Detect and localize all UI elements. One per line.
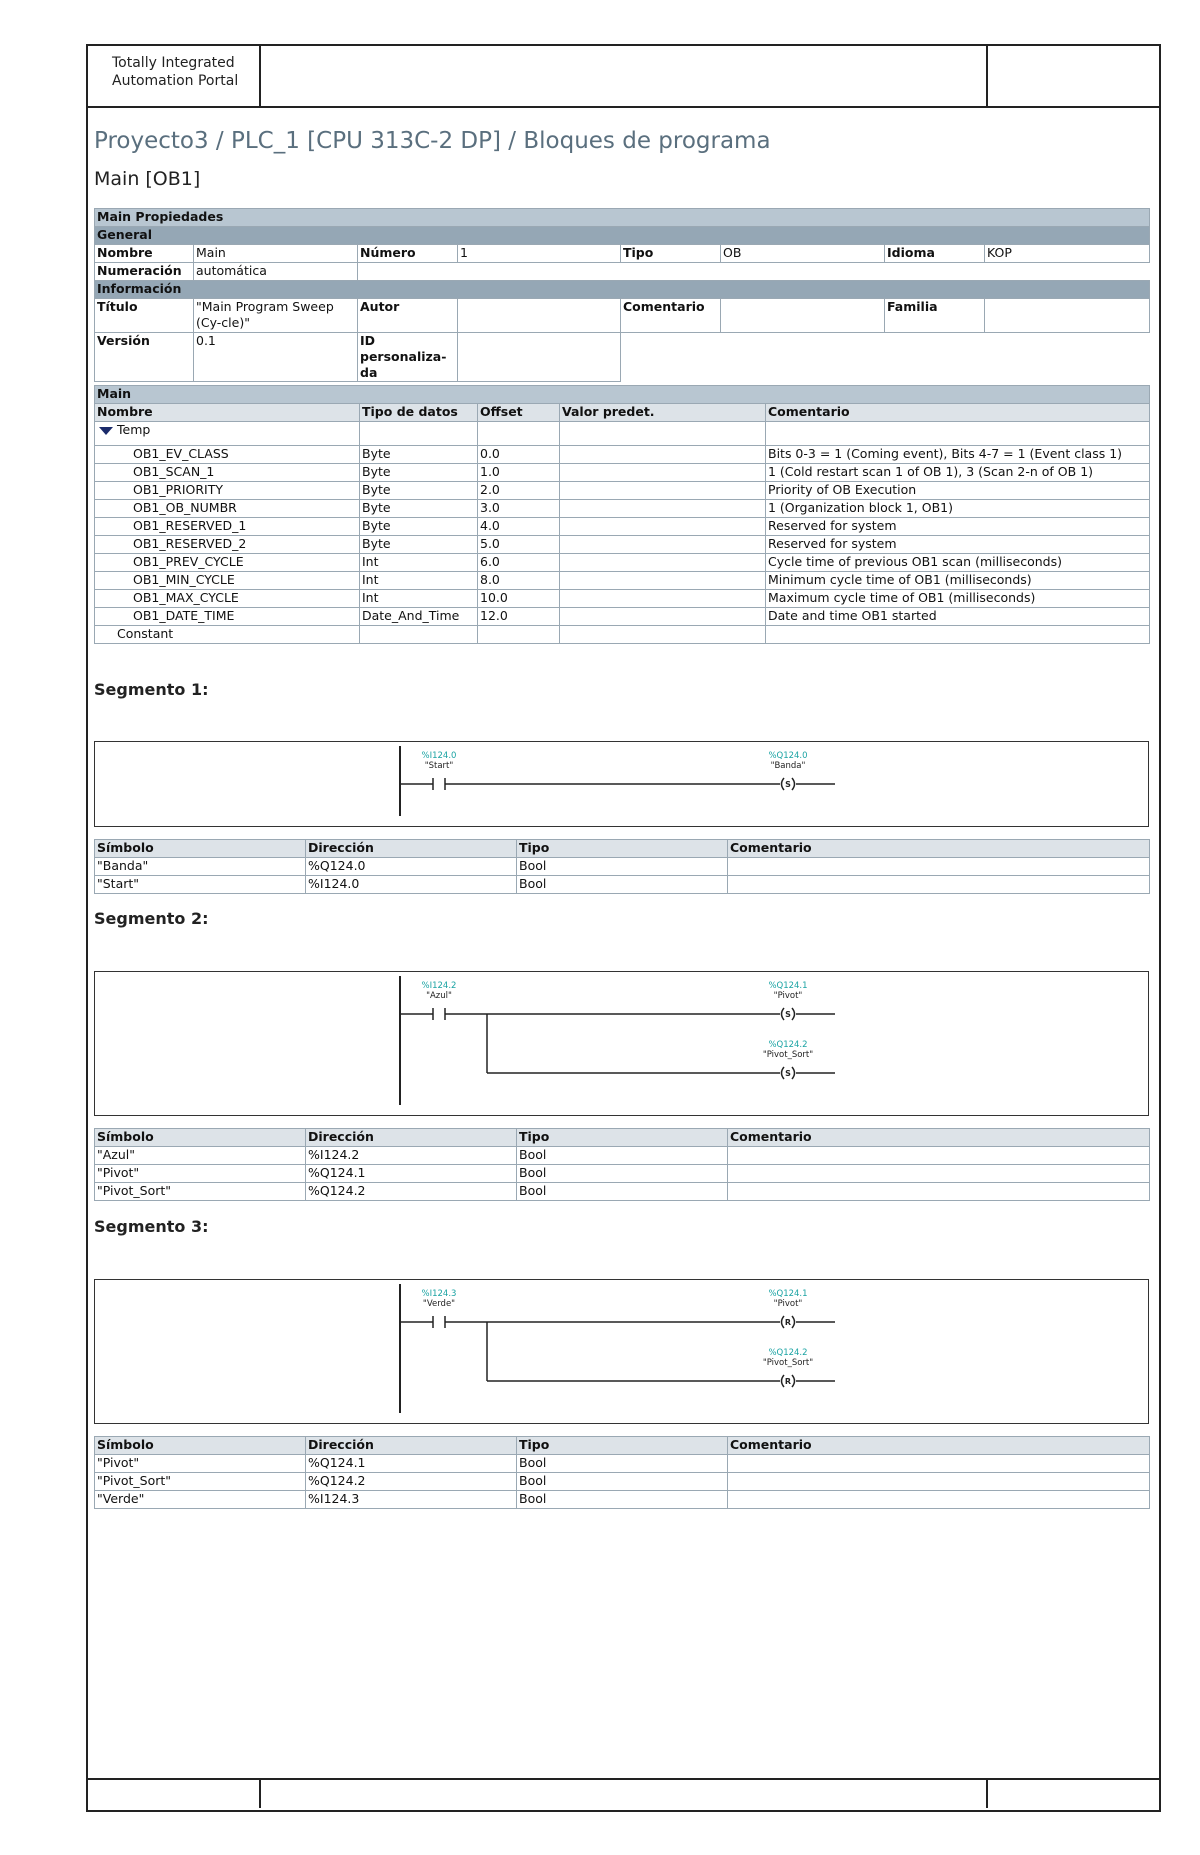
var-comment: Date and time OB1 started	[766, 608, 1150, 626]
interface-row	[95, 518, 1150, 536]
properties-row	[95, 333, 1150, 382]
contact-symbol: "Verde"	[422, 1299, 456, 1309]
coil-operation: S	[785, 1010, 791, 1019]
prop-value: "Main Program Sweep (Cy-cle)"	[194, 299, 358, 333]
symbol-row	[95, 876, 1150, 894]
prop-value	[458, 299, 621, 333]
var-default	[560, 572, 766, 590]
symbol-address: %I124.3	[306, 1491, 517, 1509]
var-comment: 1 (Cold restart scan 1 of OB 1), 3 (Scan 2-n of OB 1)	[766, 464, 1150, 482]
coil-address: %Q124.0	[768, 751, 808, 761]
var-type: Date_And_Time	[360, 608, 478, 626]
properties-header: Main Propiedades	[95, 209, 1150, 227]
coil-operation: R	[784, 1318, 792, 1327]
var-name: OB1_OB_NUMBR	[95, 500, 360, 518]
general-label: General	[95, 227, 1150, 245]
coil-symbol: "Pivot_Sort"	[762, 1050, 814, 1060]
contact-address: %I124.2	[421, 981, 457, 991]
temp-section[interactable]	[95, 422, 360, 446]
symbol-symbol: "Start"	[95, 876, 306, 894]
interface-row	[95, 554, 1150, 572]
interface-row	[95, 482, 1150, 500]
symbol-type: Bool	[517, 1147, 728, 1165]
coil-icon	[782, 1008, 785, 1020]
column-header: Valor predet.	[560, 404, 766, 422]
coil-address: %Q124.1	[768, 981, 808, 991]
prop-label: Versión	[95, 333, 194, 382]
symbol-symbol: "Verde"	[95, 1491, 306, 1509]
column-header: Tipo	[517, 840, 728, 858]
symbol-row	[95, 1165, 1150, 1183]
coil-icon	[792, 1316, 795, 1328]
prop-label: Numeración	[95, 263, 194, 281]
coil-symbol: "Pivot_Sort"	[762, 1358, 814, 1368]
contact-address: %I124.3	[421, 1289, 457, 1299]
constant-row	[95, 626, 1150, 644]
coil-address: %Q124.2	[768, 1040, 808, 1050]
contact-address: %I124.0	[421, 751, 457, 761]
column-header: Comentario	[728, 1437, 1150, 1455]
var-offset: 1.0	[478, 464, 560, 482]
coil-icon	[792, 1008, 795, 1020]
symbol-table-header	[95, 1129, 1150, 1147]
constant-label: Constant	[95, 626, 360, 644]
var-type: Byte	[360, 518, 478, 536]
block-title: Main [OB1]	[94, 168, 201, 190]
info-row	[95, 281, 1150, 299]
symbol-comment	[728, 1165, 1150, 1183]
column-header: Dirección	[306, 840, 517, 858]
coil-icon	[782, 1316, 785, 1328]
prop-value	[721, 299, 885, 333]
prop-value: Main	[194, 245, 358, 263]
var-default	[560, 554, 766, 572]
var-type: Int	[360, 590, 478, 608]
var-name: OB1_RESERVED_2	[95, 536, 360, 554]
symbol-address: %Q124.0	[306, 858, 517, 876]
symbol-comment	[728, 1455, 1150, 1473]
prop-label: Título	[95, 299, 194, 333]
ladder-diagram	[95, 1280, 1148, 1423]
var-name: OB1_PRIORITY	[95, 482, 360, 500]
footer-right-cell	[986, 1780, 1159, 1808]
coil-icon	[792, 1067, 795, 1079]
ladder-network[interactable]	[94, 741, 1149, 827]
prop-value: 0.1	[194, 333, 358, 382]
column-header: Tipo de datos	[360, 404, 478, 422]
column-header: Símbolo	[95, 1437, 306, 1455]
var-name: OB1_MIN_CYCLE	[95, 572, 360, 590]
ladder-diagram	[95, 742, 1148, 826]
symbol-address: %Q124.2	[306, 1473, 517, 1491]
interface-row	[95, 536, 1150, 554]
coil-address: %Q124.1	[768, 1289, 808, 1299]
prop-label: Tipo	[621, 245, 721, 263]
var-comment: Priority of OB Execution	[766, 482, 1150, 500]
coil-icon	[782, 778, 785, 790]
temp-label: Temp	[117, 422, 151, 437]
prop-label: Nombre	[95, 245, 194, 263]
prop-value: 1	[458, 245, 621, 263]
column-header: Nombre	[95, 404, 360, 422]
info-label: Información	[95, 281, 1150, 299]
coil-symbol: "Pivot"	[773, 1299, 803, 1309]
prop-label: Número	[358, 245, 458, 263]
column-header: Símbolo	[95, 840, 306, 858]
symbol-table-header	[95, 840, 1150, 858]
var-default	[560, 482, 766, 500]
symbol-row	[95, 1473, 1150, 1491]
symbol-row	[95, 1183, 1150, 1201]
var-default	[560, 446, 766, 464]
brand-line-1: Totally Integrated	[112, 55, 235, 71]
properties-row	[95, 263, 1150, 281]
var-name: OB1_MAX_CYCLE	[95, 590, 360, 608]
prop-value: KOP	[985, 245, 1150, 263]
symbol-type: Bool	[517, 876, 728, 894]
interface-row	[95, 500, 1150, 518]
var-offset: 8.0	[478, 572, 560, 590]
prop-value: OB	[721, 245, 885, 263]
brand-line-2: Automation Portal	[112, 73, 239, 89]
var-default	[560, 464, 766, 482]
symbol-row	[95, 1455, 1150, 1473]
properties-table	[94, 208, 1150, 382]
var-name: OB1_DATE_TIME	[95, 608, 360, 626]
coil-address: %Q124.2	[768, 1348, 808, 1358]
var-offset: 4.0	[478, 518, 560, 536]
interface-row	[95, 608, 1150, 626]
var-type: Int	[360, 554, 478, 572]
prop-label: Familia	[885, 299, 985, 333]
var-type: Int	[360, 572, 478, 590]
footer-left-cell	[88, 1780, 261, 1808]
var-type: Byte	[360, 482, 478, 500]
var-default	[560, 590, 766, 608]
symbol-type: Bool	[517, 1491, 728, 1509]
coil-icon	[792, 1375, 795, 1387]
var-comment: Reserved for system	[766, 518, 1150, 536]
general-row	[95, 227, 1150, 245]
properties-header-row	[95, 209, 1150, 227]
symbol-table-header	[95, 1437, 1150, 1455]
prop-value	[985, 299, 1150, 333]
contact-symbol: "Azul"	[426, 991, 452, 1001]
var-offset: 10.0	[478, 590, 560, 608]
coil-operation: R	[784, 1377, 792, 1386]
column-header: Tipo	[517, 1437, 728, 1455]
symbol-comment	[728, 876, 1150, 894]
symbol-type: Bool	[517, 1473, 728, 1491]
interface-header: Main	[95, 386, 1150, 404]
segment-title: Segmento 2:	[94, 909, 209, 928]
var-comment: 1 (Organization block 1, OB1)	[766, 500, 1150, 518]
symbol-symbol: "Pivot_Sort"	[95, 1183, 306, 1201]
coil-icon	[782, 1067, 785, 1079]
page-title: Proyecto3 / PLC_1 [CPU 313C-2 DP] / Bloques de programa	[94, 128, 771, 154]
prop-value	[458, 333, 621, 382]
column-header: Comentario	[728, 840, 1150, 858]
symbol-address: %I124.0	[306, 876, 517, 894]
interface-header-row	[95, 386, 1150, 404]
column-header: Comentario	[728, 1129, 1150, 1147]
symbol-comment	[728, 1147, 1150, 1165]
brand-text	[112, 54, 238, 90]
column-header: Dirección	[306, 1437, 517, 1455]
segment-title: Segmento 3:	[94, 1217, 209, 1236]
symbol-symbol: "Azul"	[95, 1147, 306, 1165]
var-comment: Maximum cycle time of OB1 (milliseconds)	[766, 590, 1150, 608]
symbol-address: %I124.2	[306, 1147, 517, 1165]
var-type: Byte	[360, 536, 478, 554]
symbol-address: %Q124.1	[306, 1455, 517, 1473]
coil-icon	[782, 1375, 785, 1387]
coil-icon	[792, 778, 795, 790]
prop-label: Idioma	[885, 245, 985, 263]
coil-operation: S	[785, 1069, 791, 1078]
prop-value: automática	[194, 263, 358, 281]
collapse-triangle-icon[interactable]	[99, 427, 113, 435]
symbol-table	[94, 839, 1150, 894]
contact-symbol: "Start"	[424, 761, 454, 771]
var-offset: 12.0	[478, 608, 560, 626]
var-offset: 2.0	[478, 482, 560, 500]
var-offset: 5.0	[478, 536, 560, 554]
symbol-comment	[728, 1491, 1150, 1509]
symbol-symbol: "Pivot_Sort"	[95, 1473, 306, 1491]
symbol-symbol: "Pivot"	[95, 1455, 306, 1473]
interface-row	[95, 446, 1150, 464]
symbol-symbol: "Banda"	[95, 858, 306, 876]
symbol-comment	[728, 858, 1150, 876]
symbol-comment	[728, 1183, 1150, 1201]
prop-label: Autor	[358, 299, 458, 333]
var-default	[560, 518, 766, 536]
interface-columns	[95, 404, 1150, 422]
column-header: Offset	[478, 404, 560, 422]
var-offset: 6.0	[478, 554, 560, 572]
var-name: OB1_SCAN_1	[95, 464, 360, 482]
symbol-type: Bool	[517, 1183, 728, 1201]
var-name: OB1_RESERVED_1	[95, 518, 360, 536]
var-default	[560, 500, 766, 518]
interface-row	[95, 464, 1150, 482]
prop-label: Comentario	[621, 299, 721, 333]
var-comment: Minimum cycle time of OB1 (milliseconds)	[766, 572, 1150, 590]
symbol-type: Bool	[517, 1165, 728, 1183]
column-header: Símbolo	[95, 1129, 306, 1147]
symbol-type: Bool	[517, 858, 728, 876]
temp-section-row[interactable]	[95, 422, 1150, 446]
column-header: Comentario	[766, 404, 1150, 422]
var-type: Byte	[360, 500, 478, 518]
page-header	[88, 46, 1159, 108]
var-name: OB1_EV_CLASS	[95, 446, 360, 464]
ladder-diagram	[95, 972, 1148, 1115]
var-type: Byte	[360, 446, 478, 464]
interface-row	[95, 572, 1150, 590]
symbol-table	[94, 1128, 1150, 1201]
symbol-comment	[728, 1473, 1150, 1491]
var-default	[560, 536, 766, 554]
column-header: Dirección	[306, 1129, 517, 1147]
header-logo-cell	[88, 46, 261, 106]
segment-title: Segmento 1:	[94, 680, 209, 699]
coil-symbol: "Banda"	[770, 761, 806, 771]
var-comment: Bits 0-3 = 1 (Coming event), Bits 4-7 = 1 (Event class 1)	[766, 446, 1150, 464]
symbol-table	[94, 1436, 1150, 1509]
symbol-address: %Q124.1	[306, 1165, 517, 1183]
column-header: Tipo	[517, 1129, 728, 1147]
var-offset: 0.0	[478, 446, 560, 464]
symbol-address: %Q124.2	[306, 1183, 517, 1201]
interface-row	[95, 590, 1150, 608]
ladder-network[interactable]	[94, 1279, 1149, 1424]
header-right-cell	[986, 46, 1159, 106]
var-offset: 3.0	[478, 500, 560, 518]
symbol-type: Bool	[517, 1455, 728, 1473]
symbol-symbol: "Pivot"	[95, 1165, 306, 1183]
var-default	[560, 608, 766, 626]
var-name: OB1_PREV_CYCLE	[95, 554, 360, 572]
var-comment: Reserved for system	[766, 536, 1150, 554]
prop-label: ID personaliza-da	[358, 333, 458, 382]
var-type: Byte	[360, 464, 478, 482]
page-footer	[88, 1778, 1159, 1810]
coil-symbol: "Pivot"	[773, 991, 803, 1001]
properties-row	[95, 299, 1150, 333]
properties-row	[95, 245, 1150, 263]
coil-operation: S	[785, 780, 791, 789]
ladder-network[interactable]	[94, 971, 1149, 1116]
symbol-row	[95, 1147, 1150, 1165]
interface-table	[94, 385, 1150, 644]
symbol-row	[95, 858, 1150, 876]
var-comment: Cycle time of previous OB1 scan (milliseconds)	[766, 554, 1150, 572]
symbol-row	[95, 1491, 1150, 1509]
